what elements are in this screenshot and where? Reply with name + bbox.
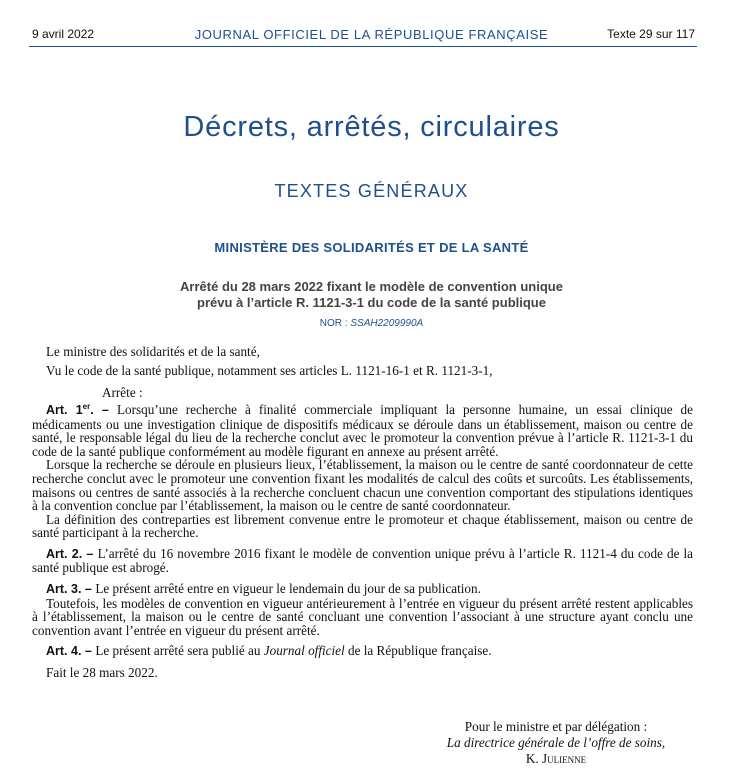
header-date: 9 avril 2022 <box>32 27 95 41</box>
signature-delegation: Pour le ministre et par délégation : <box>464 719 648 734</box>
article-2-text: L’arrêté du 16 novembre 2016 fixant le modèle de convention unique prévu à l’article R. 1121-4 du code de la santé publique est abrogé. <box>32 545 693 576</box>
header-divider <box>29 46 697 47</box>
article-4-label: Art. 4. – <box>46 644 96 659</box>
journal-officiel-reference: Journal officiel <box>263 643 345 659</box>
article-1-text: Lorsqu’une recherche à finalité commerciale impliquant la personne humaine, un essai clinique de médicaments ou une investigation clinique de dispositifs médicaux se déroule dans un établissement, maison ou centre de santé, le responsable légal du lieu de la recherche conclut avec le promoteur la convention prévue à l’article R. 1121-3-1 du code de la santé publique conformément au modèle figurant en annexe au présent arrêté. <box>32 401 694 459</box>
signature-role: La directrice générale de l’offre de soins, <box>446 735 666 750</box>
intro-minister: Le ministre des solidarités et de la santé, <box>46 344 260 359</box>
subsection-title: TEXTES GÉNÉRAUX <box>274 181 469 201</box>
article-1 <box>32 400 693 459</box>
article-3-text: Le présent arrêté entre en vigueur le lendemain du jour de sa publication. <box>95 581 481 597</box>
article-3-paragraph-2: Toutefois, les modèles de convention en vigueur antérieurement à l’entrée en vigueur du présent arrêté restent applicables à l’établissement, la maison ou le centre de santé concluant une convention l’associant à une structure ayant conclu une convention avant l’entrée en vigueur du présent arrêté. <box>32 595 693 638</box>
article-4-text: Le présent arrêté sera publié au <box>95 643 264 659</box>
decree-title-line1: Arrêté du 28 mars 2022 fixant le modèle de convention unique <box>180 279 563 294</box>
article-4-text-end: de la République française. <box>344 643 492 659</box>
decree-body <box>32 345 693 680</box>
header-journal-title: JOURNAL OFFICIEL DE LA RÉPUBLIQUE FRANÇAISE <box>194 27 549 42</box>
article-1-paragraph-3: La définition des contreparties est librement convenue entre le promoteur et chaque établissement, maison ou centre de santé participant à la recherche. <box>32 511 693 541</box>
section-title: Décrets, arrêtés, circulaires <box>183 111 560 143</box>
article-2-label: Art. 2. – <box>46 546 98 561</box>
arrete-heading: Arrête : <box>102 385 143 401</box>
intro-visa: Vu le code de la santé publique, notamment ses articles L. 1121-16-1 et R. 1121-3-1, <box>46 362 493 378</box>
nor-reference <box>0 318 743 329</box>
article-3-label: Art. 3. – <box>46 582 96 597</box>
article-1-paragraph-2: Lorsque la recherche se déroule en plusieurs lieux, l’établissement, la maison ou le centre de santé coordonnateur de cette recherche conclut avec le promoteur une convention fixant les modalités de calcul des coûts et surcoûts. Les établissements, maisons ou centres de santé associés à la recherche concluent chacun une convention comportant des stipulations identiques à la convention conclue par l’établissement, la maison ou le centre de santé coordonnateur. <box>32 457 693 514</box>
ministry-title: MINISTÈRE DES SOLIDARITÉS ET DE LA SANTÉ <box>214 240 529 255</box>
signature-name: K. Julienne <box>525 751 587 766</box>
article-4 <box>32 644 693 659</box>
decree-title <box>0 279 743 311</box>
article-3 <box>32 582 693 597</box>
nor-code: SSAH2209990A <box>350 318 424 329</box>
header-page-number: Texte 29 sur 117 <box>607 27 695 41</box>
article-1-label: Art. 1er. – <box>46 401 117 417</box>
article-2 <box>32 547 693 575</box>
nor-label: NOR : <box>319 318 351 329</box>
done-date: Fait le 28 mars 2022. <box>46 665 158 681</box>
signature-block <box>420 719 692 767</box>
decree-title-line2: prévu à l’article R. 1121-3-1 du code de la santé publique <box>197 295 546 310</box>
